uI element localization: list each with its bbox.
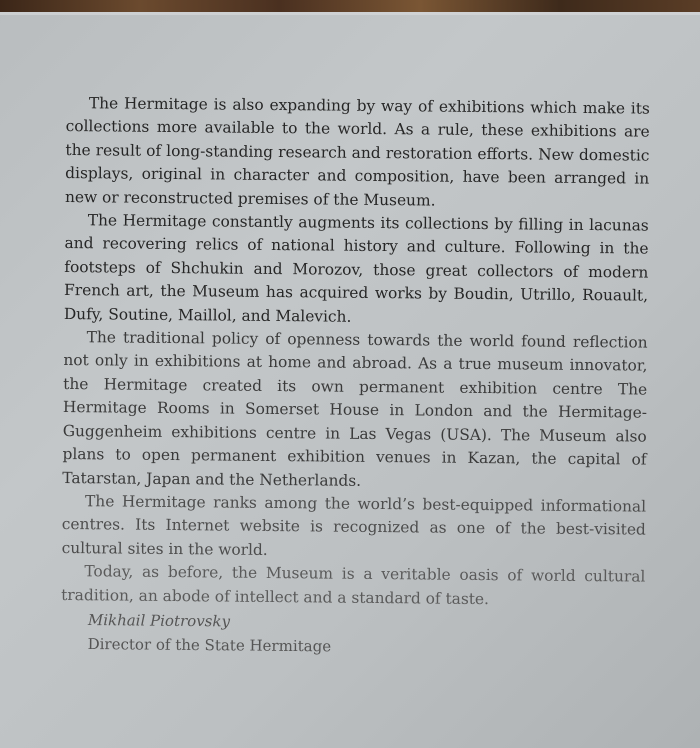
cover-image-edge xyxy=(0,0,700,12)
body-text xyxy=(61,92,650,613)
paragraph-collections: The Hermitage constantly augments its collections by filling in lacunas and recovering relics of national history and culture. Following in the footsteps of Shchukin and Morozov, those great collectors of modern French art, the Museum has acquired works by Boudin, Utrillo, Rouault, Dufy, Soutine, Maillol, and Malevich. xyxy=(63,211,649,326)
paragraph-oasis: Today, as before, the Museum is a veritable oasis of world cultural tradition, an abode of intellect and a standard of taste. xyxy=(61,562,646,608)
signature-title: Director of the State Hermitage xyxy=(87,634,332,656)
signature-block xyxy=(88,608,332,658)
page-edge xyxy=(0,12,700,15)
paragraph-openness: The traditional policy of openness towards the world found reflection not only in exhibitions at home and abroad. As a true museum innovator, the Hermitage created its own permanent exhibition centre The Hermitage Rooms in Somerset House in London and the Hermitage-Guggenheim exhibitions centre in Las Vegas (USA). The Museum also plans to open permanent exhibition venues in Kazan, the capital of Tatarstan, Japan and the Netherlands. xyxy=(62,328,648,490)
paragraph-exhibitions: The Hermitage is also expanding by way of exhibitions which make its collections more available to the world. As a rule, these exhibitions are the result of long-standing research and restoration efforts. New domestic displays, original in character and composition, have been arranged in new or reconstructed premises of the Museum. xyxy=(64,94,650,210)
signature-name: Mikhail Piotrovsky xyxy=(87,610,231,631)
paragraph-informational: The Hermitage ranks among the world’s best-equipped informational centres. Its Internet website is recognized as one of the best-visited cultural sites in the world. xyxy=(61,492,647,559)
